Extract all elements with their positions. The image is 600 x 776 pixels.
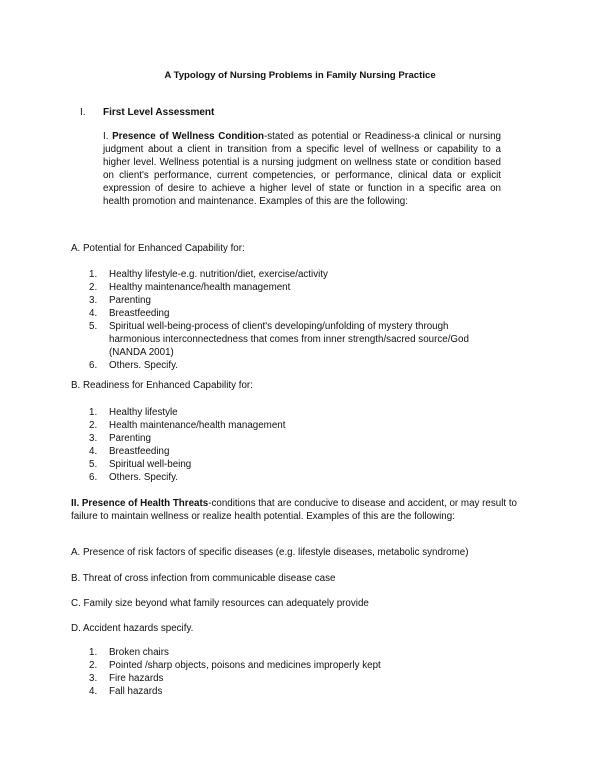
list-item — [89, 458, 489, 471]
list-item-text: Pointed /sharp objects, poisons and medicines improperly kept — [109, 660, 381, 671]
list-item — [89, 268, 489, 281]
list-item-number: 2. — [89, 282, 98, 293]
list-item-number: 4. — [89, 308, 98, 319]
list-item-number: 1. — [89, 647, 98, 658]
list-item-text: Parenting — [109, 433, 151, 444]
list-item-text: Spiritual well-being — [109, 459, 192, 470]
list-item — [89, 419, 489, 432]
list-item-text: Broken chairs — [109, 647, 169, 658]
list-item-number: 2. — [89, 420, 98, 431]
section-title: First Level Assessment — [103, 107, 215, 118]
list-item — [89, 281, 489, 294]
list-item-number: 2. — [89, 660, 98, 671]
list-a — [89, 268, 489, 372]
list-item-text: Others. Specify. — [109, 360, 178, 371]
list-item-number: 1. — [89, 269, 98, 280]
list-item-number: 5. — [89, 321, 98, 332]
list-item — [89, 406, 489, 419]
list-item-text: Parenting — [109, 295, 151, 306]
list-item-text: Fire hazards — [109, 673, 164, 684]
list-item-text: Spiritual well-being-process of client's developing/unfolding of mystery through harmonious interconnectedness that comes from inner strength/sacred source/God (NANDA 2001) — [109, 321, 469, 358]
list-item — [89, 471, 489, 484]
list-item-number: 3. — [89, 433, 98, 444]
list-item-text: Others. Specify. — [109, 472, 178, 483]
page-title: A Typology of Nursing Problems in Family Nursing Practice — [164, 70, 436, 81]
list-item — [89, 685, 489, 698]
wellness-text: -stated as potential or Readiness-a clinical or nursing judgment about a client in transition from a specific level of wellness or capability to a higher level. Wellness potential is a nursing judgment on wellness state or condition based on client's performance, current competencies, or performance, clinical data or explicit expression of desire to achieve a higher level of state or function in a specific area on health promotion and maintenance. Examples of this are the following: — [103, 131, 501, 207]
threats-term: Presence of Health Threats — [81, 498, 209, 509]
threat-c: C. Family size beyond what family resources can adequately provide — [71, 598, 369, 609]
list-item — [89, 672, 489, 685]
list-item-number: 3. — [89, 673, 98, 684]
list-item-text: Fall hazards — [109, 686, 163, 697]
list-b-heading: B. Readiness for Enhanced Capability for: — [71, 380, 253, 391]
list-item-number: 3. — [89, 295, 98, 306]
list-item — [89, 320, 489, 359]
threats-lead: II. — [71, 498, 82, 509]
list-item-text: Health maintenance/health management — [109, 420, 286, 431]
threat-b: B. Threat of cross infection from communicable disease case — [71, 573, 336, 584]
threats-text: -conditions that are conducive to disease and accident, or may result to failure to maintain wellness or realize health potential. Examples of this are the following: — [71, 498, 517, 522]
threat-a: A. Presence of risk factors of specific diseases (e.g. lifestyle diseases, metabolic syndrome) — [71, 547, 469, 558]
list-item-text: Healthy lifestyle — [109, 407, 178, 418]
list-b — [89, 406, 489, 484]
wellness-lead: I. — [103, 131, 113, 142]
list-d — [89, 646, 489, 698]
list-item — [89, 646, 489, 659]
list-item-number: 1. — [89, 407, 98, 418]
list-item — [89, 307, 489, 320]
list-item-text: Breastfeeding — [109, 308, 170, 319]
threats-paragraph — [71, 497, 523, 523]
list-item-number: 4. — [89, 686, 98, 697]
list-item — [89, 445, 489, 458]
list-item — [89, 359, 489, 372]
wellness-term: Presence of Wellness Condition — [112, 131, 264, 142]
list-d-heading: D. Accident hazards specify. — [71, 623, 194, 634]
list-item-text: Healthy lifestyle-e.g. nutrition/diet, exercise/activity — [109, 269, 328, 280]
list-item — [89, 432, 489, 445]
list-item-text: Healthy maintenance/health management — [109, 282, 291, 293]
wellness-paragraph — [103, 130, 501, 208]
list-item-number: 4. — [89, 446, 98, 457]
section-number: I. — [80, 107, 86, 118]
list-item-text: Breastfeeding — [109, 446, 170, 457]
list-item — [89, 294, 489, 307]
list-a-heading: A. Potential for Enhanced Capability for: — [71, 243, 245, 254]
section-heading — [80, 107, 214, 118]
list-item-number: 5. — [89, 459, 98, 470]
list-item-number: 6. — [89, 472, 98, 483]
list-item-number: 6. — [89, 360, 98, 371]
list-item — [89, 659, 489, 672]
